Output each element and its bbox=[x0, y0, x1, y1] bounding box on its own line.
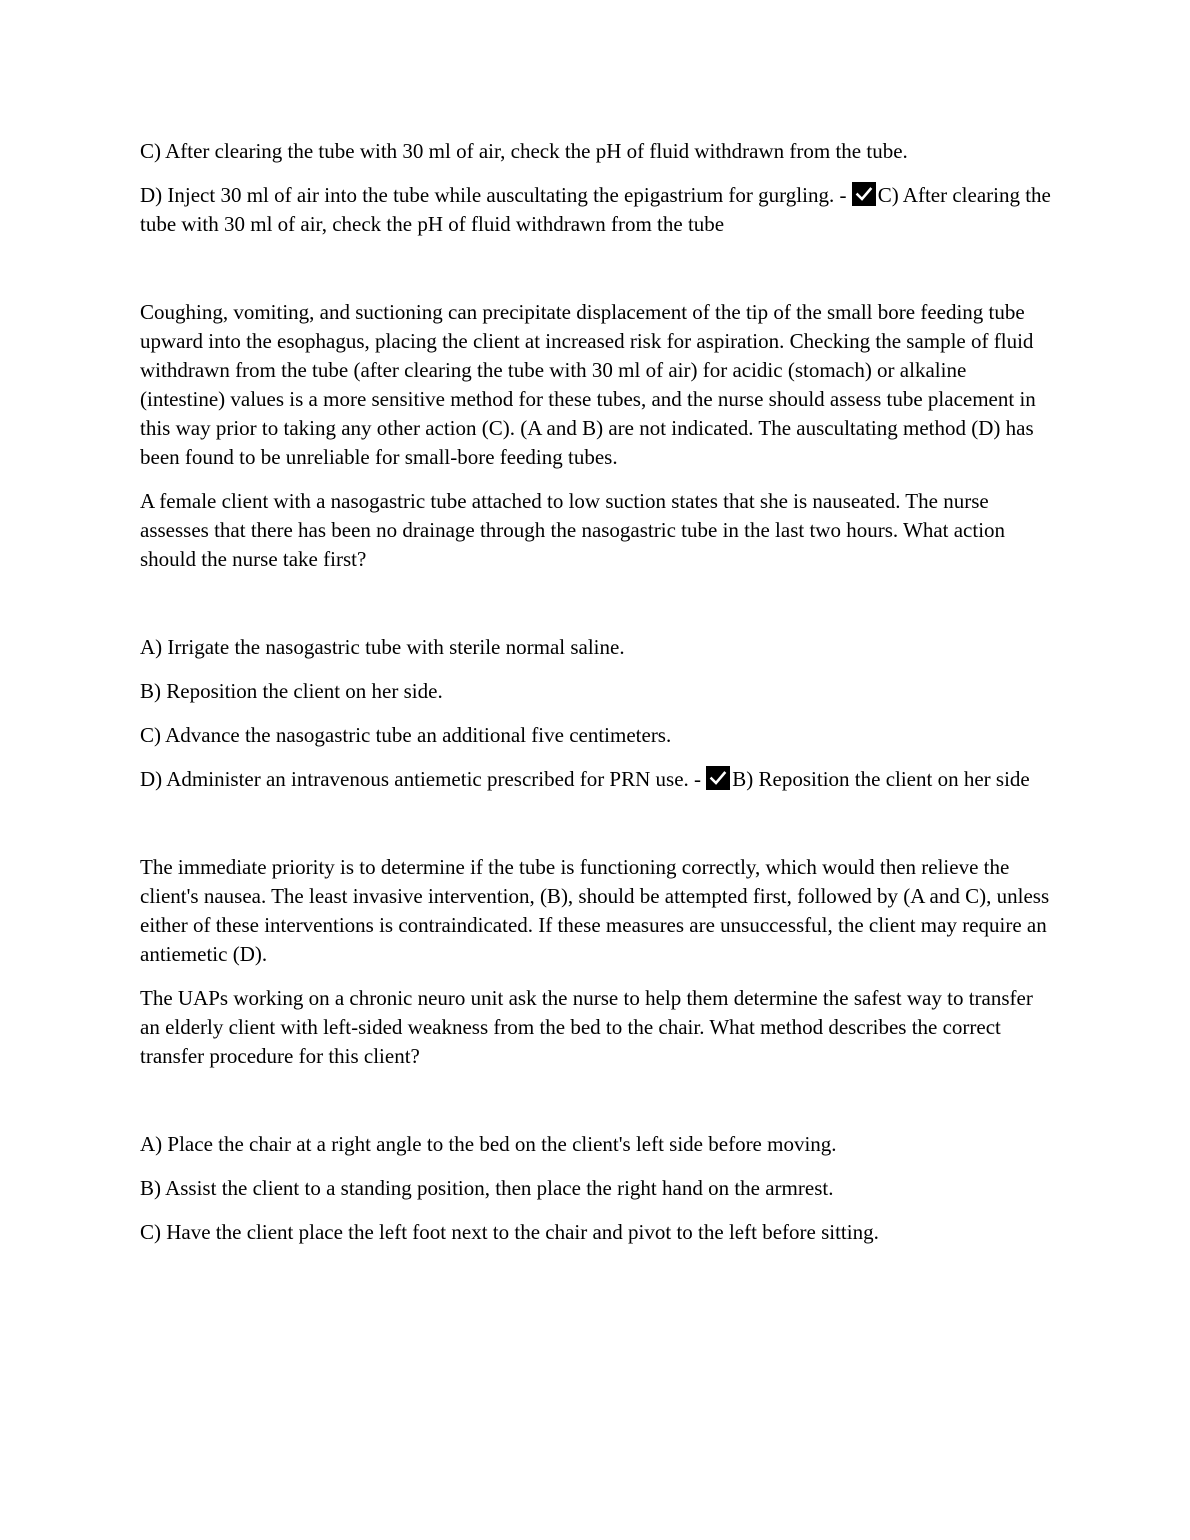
q1-option-d-with-answer bbox=[140, 181, 1055, 239]
q3-question: The UAPs working on a chronic neuro unit ask the nurse to help them determine the safest way to transfer an elderly client with left-sided weakness from the bed to the chair. What method describes the correct transfer procedure for this client? bbox=[140, 986, 1033, 1068]
check-mark-icon bbox=[706, 766, 730, 790]
q2-option-c: C) Advance the nasogastric tube an additional five centimeters. bbox=[140, 723, 672, 747]
spacer bbox=[140, 589, 1055, 633]
spacer bbox=[140, 809, 1055, 853]
spacer bbox=[140, 254, 1055, 298]
spacer bbox=[140, 1086, 1055, 1130]
document-page bbox=[140, 137, 1055, 1262]
q2-option-d: D) Administer an intravenous antiemetic prescribed for PRN use. - bbox=[140, 767, 702, 791]
check-mark-icon bbox=[852, 182, 876, 206]
q1-rationale: Coughing, vomiting, and suctioning can precipitate displacement of the tip of the small bore feeding tube upward into the esophagus, placing the client at increased risk for aspiration. Checking the sample of fluid withdrawn from the tube (after clearing the tube with 30 ml of air) for acidic (stomach) or alkaline (intestine) values is a more sensitive method for these tubes, and the nurse should assess tube placement in this way prior to taking any other action (C). (A and B) are not indicated. The auscultating method (D) has been found to be unreliable for small-bore feeding tubes. bbox=[140, 300, 1036, 469]
q2-option-d-with-answer bbox=[140, 765, 1055, 794]
q3-option-a: A) Place the chair at a right angle to the bed on the client's left side before moving. bbox=[140, 1132, 837, 1156]
q1-option-c: C) After clearing the tube with 30 ml of air, check the pH of fluid withdrawn from the tube. bbox=[140, 139, 908, 163]
q3-option-c: C) Have the client place the left foot next to the chair and pivot to the left before sitting. bbox=[140, 1220, 879, 1244]
q2-rationale: The immediate priority is to determine if the tube is functioning correctly, which would then relieve the client's nausea. The least invasive intervention, (B), should be attempted first, followed by (A and C), unless either of these interventions is contraindicated. If these measures are unsuccessful, the client may require an antiemetic (D). bbox=[140, 855, 1050, 966]
q2-answer: B) Reposition the client on her side bbox=[732, 767, 1030, 791]
q3-option-b: B) Assist the client to a standing position, then place the right hand on the armrest. bbox=[140, 1176, 834, 1200]
q1-answer: C) After clearing the tube with 30 ml of air, check the pH of fluid withdrawn from the tube bbox=[140, 183, 1051, 236]
q1-option-d: D) Inject 30 ml of air into the tube while auscultating the epigastrium for gurgling. - bbox=[140, 183, 847, 207]
q2-question: A female client with a nasogastric tube attached to low suction states that she is nauseated. The nurse assesses that there has been no drainage through the nasogastric tube in the last two hours. What action should the nurse take first? bbox=[140, 489, 1006, 571]
q2-option-a: A) Irrigate the nasogastric tube with sterile normal saline. bbox=[140, 635, 625, 659]
q2-option-b: B) Reposition the client on her side. bbox=[140, 679, 443, 703]
